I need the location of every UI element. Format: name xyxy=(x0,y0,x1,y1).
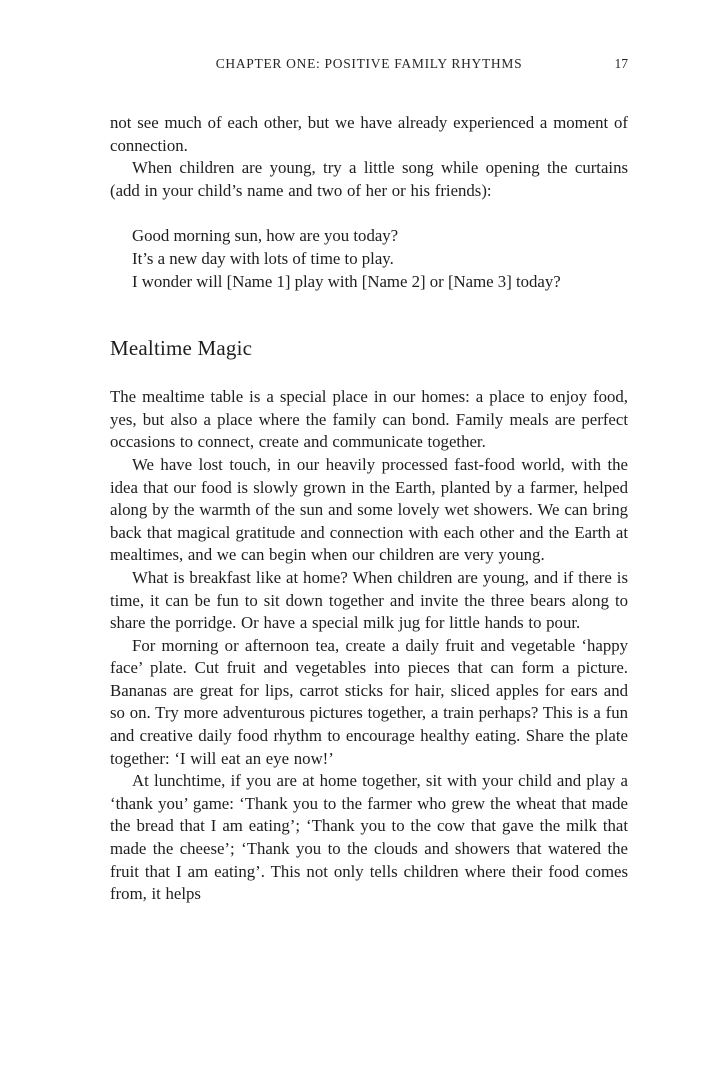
paragraph: What is breakfast like at home? When children are young, and if there is time, it can be fun to sit down together and invite the three bears along to share the porridge. Or have a special milk jug for little hands to pour. xyxy=(110,567,628,633)
section-heading: Mealtime Magic xyxy=(110,336,253,361)
verse-line: It’s a new day with lots of time to play. xyxy=(132,248,394,268)
page-header xyxy=(110,56,628,74)
paragraph-continuation: not see much of each other, but we have already experienced a moment of connection. xyxy=(110,113,628,155)
verse-line: Good morning sun, how are you today? xyxy=(132,226,399,246)
verse-line: I wonder will [Name 1] play with [Name 2] or [Name 3] today? xyxy=(132,271,561,291)
page-number: 17 xyxy=(614,56,628,71)
song-verse xyxy=(110,225,628,293)
running-head: CHAPTER ONE: POSITIVE FAMILY RHYTHMS xyxy=(215,56,523,71)
paragraph: For morning or afternoon tea, create a daily fruit and vegetable ‘happy face’ plate. Cut fruit and vegetables into pieces that can form a picture. Bananas are great for lips, carrot sticks for hair, sliced apples for ears and so on. Try more adventurous pictures together, a train perhaps? This is a fun and creative daily food rhythm to encourage healthy eating. Share the plate together: ‘I will eat an eye now!’ xyxy=(110,635,628,768)
paragraph: When children are young, try a little song while opening the curtains (add in your child’s name and two of her or his friends): xyxy=(110,158,628,200)
paragraph: The mealtime table is a special place in our homes: a place to enjoy food, yes, but also a place where the family can bond. Family meals are perfect occasions to connect, create and communicate together. xyxy=(110,387,628,452)
paragraph: We have lost touch, in our heavily processed fast-food world, with the idea that our food is slowly grown in the Earth, planted by a farmer, helped along by the warmth of the sun and some lovely wet showers. We can bring back that magical gratitude and connection with each other and the Earth at mealtimes, and we can begin when our children are very young. xyxy=(110,454,628,565)
text-block xyxy=(110,0,628,906)
paragraph: At lunchtime, if you are at home together, sit with your child and play a ‘thank you’ game: ‘Thank you to the farmer who grew the wheat that made the bread that I am eating’; ‘Thank you to the cow that gave the milk that made the cheese’; ‘Thank you to the clouds and showers that watered the fruit that I am eating’. This not only tells children where their food comes from, it helps xyxy=(110,771,628,904)
